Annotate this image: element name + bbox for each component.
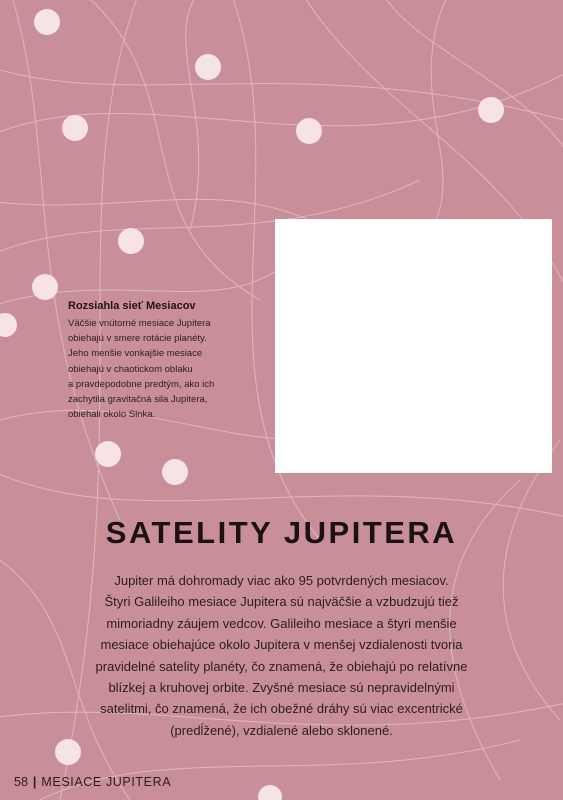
body-line: satelitmi, čo znamená, že ich obežné dráhy sú viac excentrické (100, 701, 463, 717)
moon-dot (62, 115, 88, 141)
body-line: blízkej a kruhovej orbite. Zvyšné mesiace sú nepravidelnými (108, 680, 455, 696)
caption-line: zachytila gravitačná sila Jupitera, (68, 394, 208, 406)
section-name: MESIACE JUPITERA (41, 775, 172, 789)
body-line: mimoriadny záujem vedcov. Galileiho mesiace a štyri menšie (106, 615, 457, 631)
caption-line: Väčšie vnútorné mesiace Jupitera (68, 318, 211, 329)
orbit-line (80, 0, 260, 300)
moon-dot (258, 785, 282, 800)
page-footer (14, 775, 171, 789)
orbit-line (186, 0, 200, 230)
moon-dot (195, 54, 221, 80)
image-placeholder (275, 219, 552, 473)
body-line: Jupiter má dohromady viac ako 95 potvrdených mesiacov. (114, 573, 449, 588)
caption-line: obiehajú v chaotickom oblaku (68, 363, 193, 375)
caption-line: Jeho menšie vonkajšie mesiace (68, 348, 203, 360)
caption-line: obiehajú v smere rotácie planéty. (68, 333, 207, 345)
moon-dot (478, 97, 504, 123)
page-title: SATELITY JUPITERA (105, 515, 458, 550)
moon-dot (0, 313, 17, 337)
moon-dot (95, 441, 121, 467)
moon-dot (32, 274, 58, 300)
moon-dot (296, 118, 322, 144)
moon-dot (55, 739, 81, 765)
caption-line: obiehali okolo Slnka. (68, 409, 156, 421)
body-line: pravidelné satelity planéty, čo znamená, že obiehajú po relatívne (95, 658, 468, 674)
image-caption (68, 300, 268, 422)
moon-dot (118, 228, 144, 254)
moon-dot (162, 459, 188, 485)
body-line: mesiace obiehajúce okolo Jupitera v menšej vzdialenosti tvoria (100, 637, 463, 653)
caption-title: Rozsiahla sieť Mesiacov (68, 300, 196, 312)
body-text (0, 570, 563, 741)
body-line: Štyri Galileiho mesiace Jupitera sú najväčšie a vzbudzujú tiež (104, 594, 459, 610)
moon-dot (34, 9, 60, 35)
caption-line: a pravdepodobne predtým, ako ich (68, 378, 215, 390)
body-line: (predĺžené), vzdialené alebo sklonené. (170, 722, 393, 738)
page-number: 58 (14, 775, 28, 789)
footer-separator: | (32, 775, 37, 789)
